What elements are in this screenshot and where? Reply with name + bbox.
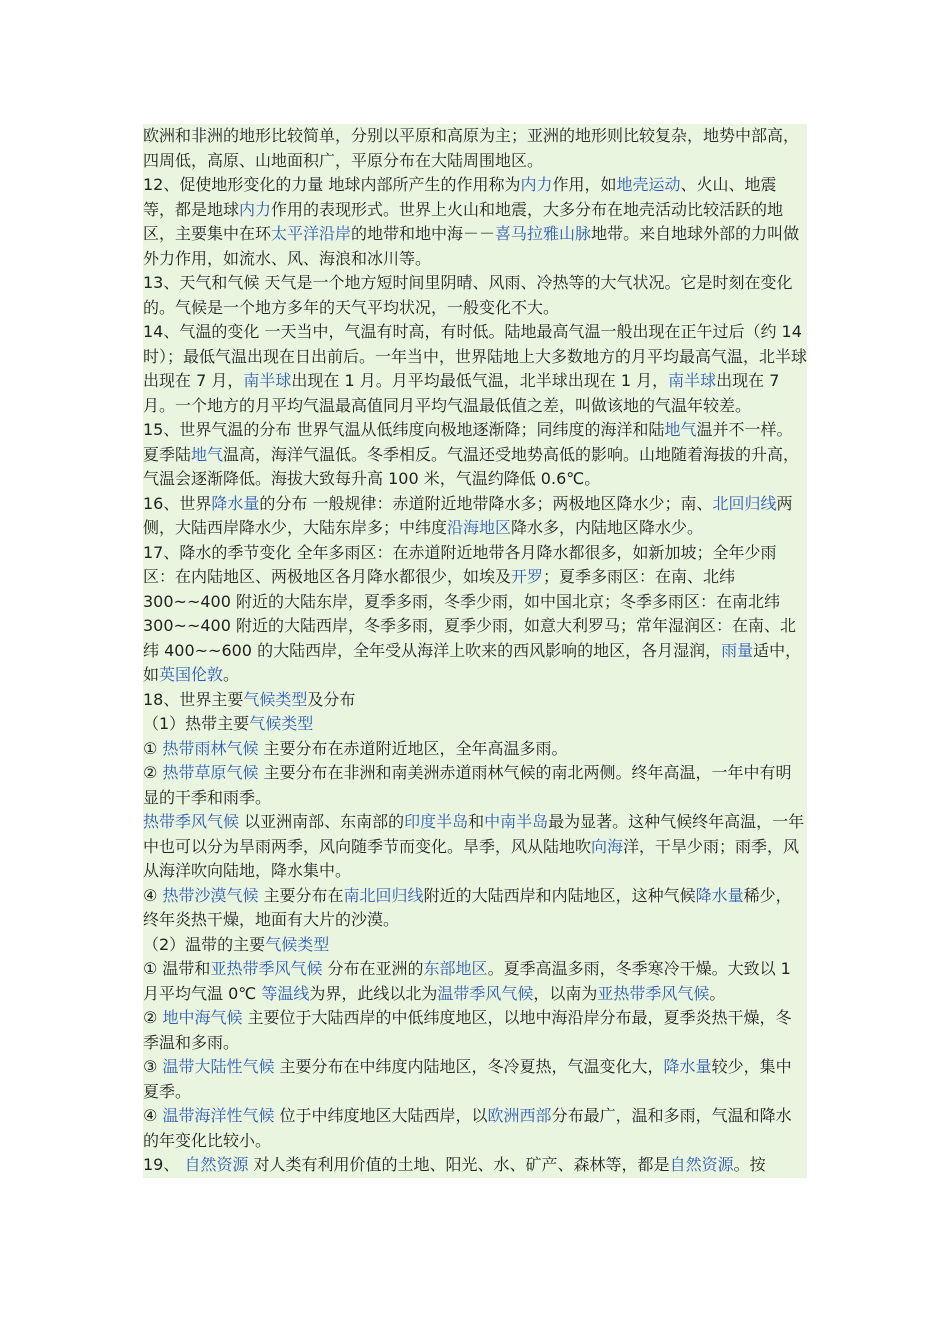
term-link[interactable]: 温带大陆性气候 (162, 1057, 275, 1076)
term-link[interactable]: 温带海洋性气候 (162, 1106, 275, 1125)
term-link[interactable]: 降水量 (211, 493, 260, 513)
paragraph (143, 173, 807, 271)
term-link[interactable]: 热带季风气候 (143, 812, 240, 831)
text-segment: 欧洲和非洲的地形比较简单，分别以平原和高原为主；亚洲的地形则比较复杂，地势中部高，四周低，高原、山地面积广，平原分布在大陆周围地区。 (143, 126, 800, 170)
text-segment: 和 (468, 812, 485, 831)
text-segment: 18、世界主要 (143, 689, 244, 709)
paragraph (143, 712, 807, 737)
text-segment: ④ (143, 885, 163, 905)
paragraph (143, 810, 807, 884)
paragraph (143, 884, 807, 933)
term-link[interactable]: 欧洲西部 (487, 1106, 552, 1125)
text-segment: ① 温带和 (143, 959, 211, 978)
text-segment: 以亚洲南部、东南部的 (239, 812, 405, 831)
text-segment: 15、世界气温的分布 世界气温从低纬度向极地逐渐降；同纬度的海洋和陆 (143, 420, 665, 439)
term-link[interactable]: 印度半岛 (404, 812, 469, 831)
term-link[interactable]: 开罗 (511, 567, 544, 586)
paragraph (143, 1104, 807, 1153)
text-segment: 对人类有利用价值的土地、阳光、水、矿产、森林等，都是 (248, 1155, 670, 1174)
text-segment: ，以南为 (533, 983, 598, 1003)
paragraph (143, 124, 807, 173)
term-link[interactable]: 南半球 (243, 371, 292, 390)
term-link[interactable]: 地中海气候 (162, 1008, 243, 1027)
term-link[interactable]: 向海 (591, 836, 624, 856)
text-segment: 附近的大陆西岸和内陆地区，这种气候 (423, 885, 696, 905)
text-segment: 。 (709, 983, 726, 1003)
term-link[interactable]: 地气 (664, 420, 697, 439)
paragraph (143, 1055, 807, 1104)
paragraph (143, 271, 807, 320)
term-link[interactable]: 等温线 (261, 983, 310, 1003)
text-segment: 17、降水的季节变化 全年多雨区：在赤道附近地带各月降水都很多，如新加坡；全年少雨区：在内陆地区、两极地区各月降水都很少，如埃及 (143, 542, 777, 586)
paragraph (143, 320, 807, 418)
paragraph (143, 688, 807, 713)
text-segment: 主要分布在中纬度内陆地区，冬冷夏热，气温变化大， (274, 1057, 664, 1076)
term-link[interactable]: 热带沙漠气候 (162, 885, 259, 905)
text-segment: ② (143, 1008, 163, 1027)
term-link[interactable]: 喜马拉雅山脉 (495, 224, 592, 243)
term-link[interactable]: 内力 (520, 175, 553, 194)
paragraph (143, 761, 807, 810)
text-segment: 地带。来自地球外部的力叫做外力作用，如流水、风、海浪和冰川等。 (143, 224, 800, 268)
term-link[interactable]: 热带雨林气候 (162, 738, 259, 758)
term-link[interactable]: 亚热带季风气候 (597, 983, 710, 1003)
text-segment: 作用的表现形式。世界上火山和地震，大多分布在地壳活动比较活跃的地区，主要集中在环 (143, 199, 784, 243)
term-link[interactable]: 亚热带季风气候 (210, 959, 323, 978)
term-link[interactable]: 南半球 (668, 371, 717, 390)
text-segment: 降水多，内陆地区降水少。 (511, 518, 704, 537)
text-segment: 14、气温的变化 一天当中，气温有时高，有时低。陆地最高气温一般出现在正午过后（约 14 时）；最低气温出现在日出前后。一年当中，世界陆地上大多数地方的月平均最高气温，北半球出现在 7 月， (143, 322, 808, 390)
text-segment: 出现在 1 月。月平均最低气温，北半球出现在 1 月， (291, 371, 669, 390)
text-segment: 稀少，终年炎热干燥，地面有大片的沙漠。 (143, 885, 792, 929)
text-segment: 分布在亚洲的 (322, 959, 424, 978)
text-segment: 两侧，大陆西岸降水少，大陆东岸多；中纬度 (143, 493, 793, 537)
paragraph (143, 933, 807, 958)
text-segment: 的分布 一般规律：赤道附近地带降水多；两极地区降水少；南、 (259, 493, 713, 513)
term-link[interactable]: 沿海地区 (447, 518, 512, 537)
text-segment: 12、促使地形变化的力量 地球内部所产生的作用称为 (143, 175, 521, 194)
text-segment: ③ (143, 1057, 163, 1076)
term-link[interactable]: 气候类型 (243, 689, 308, 709)
text-segment: 作用，如 (552, 175, 617, 194)
paragraph (143, 737, 807, 762)
paragraph (143, 418, 807, 492)
term-link[interactable]: 降水量 (695, 885, 744, 905)
term-link[interactable]: 温带季风气候 (437, 983, 534, 1003)
text-segment: 出现在 7 月。一个地方的月平均气温最高值同月平均气温最低值之差，叫做该地的气温年较差。 (143, 371, 780, 415)
document-body (143, 124, 807, 1178)
text-segment: 、火山、地震等，都是地球 (143, 175, 777, 219)
text-segment: ；夏季多雨区：在南、北纬 300~~400 附近的大陆东岸，夏季多雨，冬季少雨，如中国北京；冬季多雨区：在南北纬 300~~400 附近的大陆西岸，冬季多雨，夏季少雨，如意大利罗马；常年湿润区：在南、北纬 400~~600 的大陆西岸，全年受从海洋上吹来的西风影响的地区，各月湿润， (143, 567, 796, 660)
term-link[interactable]: 太平洋沿岸 (271, 224, 352, 243)
text-segment: 适中，如 (143, 640, 802, 684)
term-link[interactable]: 北回归线 (712, 493, 777, 513)
text-segment: （1）热带主要 (143, 714, 250, 733)
term-link[interactable]: 东部地区 (423, 959, 488, 978)
text-segment: 位于中纬度地区大陆西岸，以 (274, 1106, 488, 1125)
paragraph (143, 957, 807, 1006)
term-link[interactable]: 内力 (239, 199, 272, 219)
paragraph (143, 1006, 807, 1055)
text-segment: ④ (143, 1106, 163, 1125)
text-segment: 最为显著。这种气候终年高温，一年中也可以分为旱雨两季，风向随季节而变化。旱季，风从陆地吹 (143, 812, 805, 856)
text-segment: 的地带和地中海－－ (351, 224, 496, 243)
paragraph (143, 492, 807, 541)
text-segment: 16、世界 (143, 493, 212, 513)
term-link[interactable]: 降水量 (663, 1057, 712, 1076)
text-segment: 及分布 (307, 689, 356, 709)
term-link[interactable]: 地气 (191, 444, 224, 464)
text-segment: 温并不一样。夏季陆 (143, 420, 793, 464)
text-segment: 主要位于大陆西岸的中低纬度地区，以地中海沿岸分布最，夏季炎热干燥，冬季温和多雨。 (143, 1008, 792, 1052)
text-segment: 。夏季高温多雨，冬季寒冷干燥。大致以 1 月平均气温 0℃ (143, 959, 791, 1003)
text-segment: 。按 (733, 1155, 766, 1174)
text-segment: 较少，集中夏季。 (143, 1057, 792, 1101)
paragraph (143, 1153, 807, 1178)
text-segment: 分布最广，温和多雨，气温和降水的年变化比较小。 (143, 1106, 792, 1150)
term-link[interactable]: 英国伦敦 (159, 665, 224, 684)
text-segment: 温高，海洋气温低。冬季相反。气温还受地势高低的影响。山地随着海拔的升高，气温会逐渐降低。海拔大致每升高 100 米，气温约降低 0.6℃。 (143, 444, 800, 488)
term-link[interactable]: 地壳运动 (616, 175, 681, 194)
text-segment: 洋，干旱少雨；雨季，风从海洋吹向陆地，降水集中。 (143, 836, 800, 880)
text-segment: ② (143, 763, 163, 782)
term-link[interactable]: 热带草原气候 (162, 763, 259, 782)
term-link[interactable]: 气候类型 (249, 714, 314, 733)
text-segment: 为界，此线以北为 (309, 983, 438, 1003)
text-segment: 主要分布在赤道附近地区，全年高温多雨。 (258, 738, 568, 758)
text-segment: （2）温带的主要 (143, 934, 266, 954)
term-link[interactable]: 自然资源 (184, 1155, 249, 1174)
text-segment: ① (143, 738, 163, 758)
term-link[interactable]: 雨量 (721, 640, 754, 660)
paragraph (143, 541, 807, 688)
text-segment: 。 (223, 665, 240, 684)
text-segment: 19、 (143, 1155, 185, 1174)
text-segment: 主要分布在 (258, 885, 344, 905)
term-link[interactable]: 南北回归线 (343, 885, 424, 905)
term-link[interactable]: 自然资源 (669, 1155, 734, 1174)
text-segment: 主要分布在非洲和南美洲赤道雨林气候的南北两侧。终年高温，一年中有明显的干季和雨季。 (143, 763, 792, 807)
term-link[interactable]: 中南半岛 (484, 812, 549, 831)
term-link[interactable]: 气候类型 (265, 934, 330, 954)
text-segment: 13、天气和气候 天气是一个地方短时间里阴晴、风雨、冷热等的大气状况。它是时刻在变化的。气候是一个地方多年的天气平均状况，一般变化不大。 (143, 273, 793, 317)
